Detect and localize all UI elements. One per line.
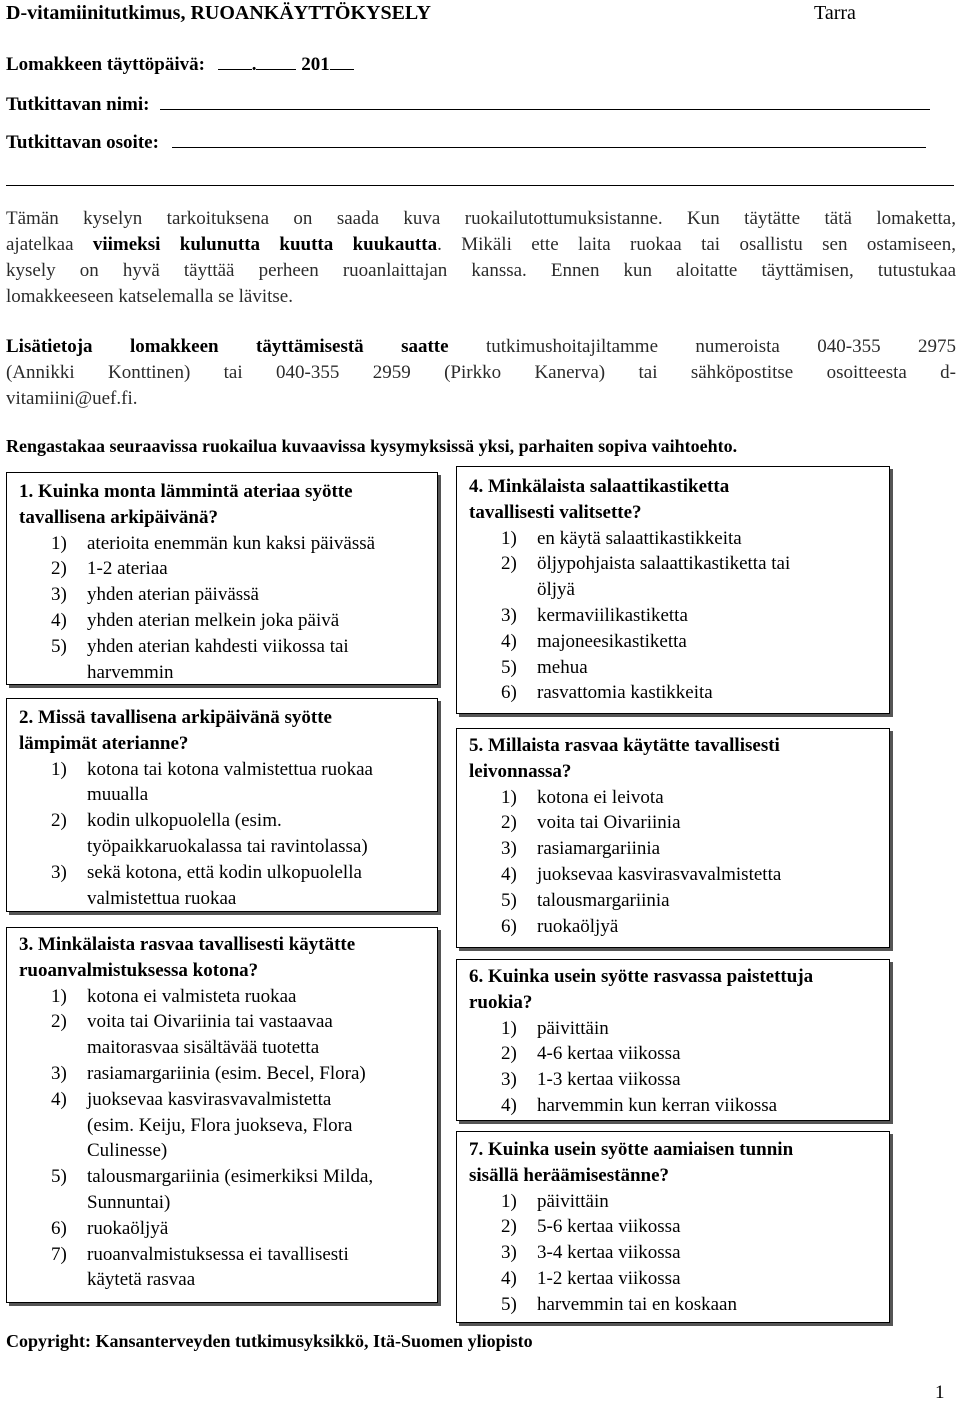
option-label: harvemmin <box>87 661 174 683</box>
answer-option[interactable] <box>19 1087 437 1164</box>
option-label: valmistettua ruokaa <box>87 887 237 909</box>
address-label: Tutkittavan osoite: <box>6 132 159 153</box>
question-heading: tavallisesti valitsette? <box>469 501 642 523</box>
option-number: 3) <box>51 861 67 883</box>
option-label: harvemmin tai en koskaan <box>537 1293 737 1315</box>
address-blank[interactable] <box>172 130 926 148</box>
question-box-1 <box>6 472 438 685</box>
instruction-text: Rengastakaa seuraavissa ruokailua kuvaavissa kysymyksissä yksi, parhaiten sopiva vaihtoehto. <box>6 436 738 456</box>
option-number: 3) <box>51 584 67 606</box>
option-number: 1) <box>51 532 67 554</box>
option-number: 5) <box>501 656 517 678</box>
contact-line <box>6 334 956 360</box>
option-label: 1-2 ateriaa <box>87 558 168 580</box>
answer-option[interactable] <box>469 1041 889 1067</box>
option-label: kotona tai kotona valmistettua ruokaa <box>87 758 373 780</box>
option-number: 2) <box>51 558 67 580</box>
question-heading: 5. Millaista rasvaa käytätte tavallisesti <box>469 735 780 756</box>
question-heading: ruokia? <box>469 991 533 1013</box>
answer-option[interactable] <box>469 836 889 862</box>
answer-option[interactable] <box>19 634 437 686</box>
answer-option[interactable] <box>19 984 437 1010</box>
question-heading: 1. Kuinka monta lämmintä ateriaa syötte <box>19 481 353 502</box>
option-number: 6) <box>51 1217 67 1239</box>
option-label: 4-6 kertaa viikossa <box>537 1043 681 1065</box>
option-number: 5) <box>501 1293 517 1315</box>
name-field-row <box>6 92 930 116</box>
answer-option[interactable] <box>469 1292 889 1318</box>
option-label: työpaikkaruokalassa tai ravintolassa) <box>87 835 368 857</box>
option-number: 1) <box>501 527 517 549</box>
option-label: kermaviilikastiketta <box>537 604 688 626</box>
option-number: 4) <box>501 863 517 885</box>
answer-option[interactable] <box>19 1216 437 1242</box>
date-dot: . <box>251 54 257 75</box>
contact-line: vitamiini@uef.fi. <box>6 388 138 409</box>
answer-option[interactable] <box>19 531 437 557</box>
answer-option[interactable] <box>469 680 889 706</box>
answer-option[interactable] <box>469 603 889 629</box>
option-label: juoksevaa kasvirasvavalmistetta <box>537 863 782 885</box>
option-label: Culinesse) <box>87 1140 168 1162</box>
answer-option[interactable] <box>469 785 889 811</box>
question-box-7 <box>456 1131 890 1323</box>
option-number: 2) <box>51 1011 67 1033</box>
contact-paragraph <box>6 334 956 412</box>
answer-option[interactable] <box>469 1189 889 1215</box>
intro-text: ajatelkaa <box>6 234 93 255</box>
answer-option[interactable] <box>469 1067 889 1093</box>
answer-option[interactable] <box>469 1016 889 1042</box>
option-label: yhden aterian melkein joka päivä <box>87 609 340 631</box>
option-label: käytetä rasvaa <box>87 1269 196 1291</box>
option-number: 5) <box>51 1166 67 1188</box>
option-label: voita tai Oivariinia <box>537 812 681 834</box>
name-blank[interactable] <box>160 92 930 110</box>
question-box-4 <box>456 466 890 714</box>
intro-line: kysely on hyvä täyttää perheen ruoanlaittajan kanssa. Ennen kun aloitatte täyttämisen, tutustukaa <box>6 260 956 281</box>
option-number: 1) <box>501 1190 517 1212</box>
option-number: 2) <box>51 810 67 832</box>
answer-option[interactable] <box>469 551 889 603</box>
option-number: 1) <box>501 786 517 808</box>
date-month-blank[interactable] <box>256 52 296 70</box>
option-label: 1-3 kertaa viikossa <box>537 1069 681 1091</box>
intro-line: Tämän kyselyn tarkoituksena on saada kuva ruokailutottumuksistanne. Kun täytätte tätä lomaketta, <box>6 208 956 229</box>
question-heading: 3. Minkälaista rasvaa tavallisesti käytätte <box>19 934 356 955</box>
option-label: majoneesikastiketta <box>537 630 687 652</box>
contact-line: (Annikki Konttinen) tai 040-355 2959 (Pirkko Kanerva) tai sähköpostitse osoitteesta d- <box>6 362 956 383</box>
date-year-blank[interactable] <box>330 52 354 70</box>
option-number: 1) <box>51 985 67 1007</box>
option-label: yhden aterian kahdesti viikossa tai <box>87 635 349 657</box>
option-label: harvemmin kun kerran viikossa <box>537 1094 778 1116</box>
intro-text: . Mikäli ette laita ruokaa tai osallistu sen ostamiseen, <box>437 234 956 255</box>
answer-option[interactable] <box>469 655 889 681</box>
option-label: voita tai Oivariinia tai vastaavaa <box>87 1011 333 1033</box>
intro-line: lomakkeeseen katselemalla se lävitse. <box>6 286 293 307</box>
title-line <box>6 2 956 28</box>
answer-option[interactable] <box>19 1242 437 1294</box>
question-box-3 <box>6 927 438 1303</box>
option-label: rasvattomia kastikkeita <box>537 682 713 704</box>
address-field-row <box>6 130 926 154</box>
contact-emphasis: Lisätietoja lomakkeen täyttämisestä saatte <box>6 336 449 357</box>
answer-option[interactable] <box>469 629 889 655</box>
question-box-5 <box>456 728 890 948</box>
answer-option[interactable] <box>469 1093 889 1119</box>
option-label: rasiamargariinia (esim. Becel, Flora) <box>87 1062 366 1084</box>
option-label: maitorasvaa sisältävää tuotetta <box>87 1037 320 1059</box>
question-heading: 4. Minkälaista salaattikastiketta <box>469 476 730 497</box>
option-label: ruoanvalmistuksessa ei tavallisesti <box>87 1243 349 1265</box>
answer-option[interactable] <box>469 914 889 940</box>
option-number: 4) <box>51 609 67 631</box>
intro-emphasis: viimeksi kulunutta kuutta kuukautta <box>92 234 438 255</box>
option-number: 4) <box>501 630 517 652</box>
answer-option[interactable] <box>19 582 437 608</box>
option-label: aterioita enemmän kun kaksi päivässä <box>87 532 376 554</box>
question-heading: 6. Kuinka usein syötte rasvassa paistettuja <box>469 966 814 987</box>
address-second-line[interactable] <box>6 185 954 186</box>
option-number: 4) <box>51 1088 67 1110</box>
question-heading: tavallisena arkipäivänä? <box>19 506 218 528</box>
date-year: 201 <box>301 54 330 75</box>
answer-option[interactable] <box>19 1009 437 1061</box>
answer-option[interactable] <box>469 526 889 552</box>
answer-option[interactable] <box>469 1214 889 1240</box>
option-number: 2) <box>501 553 517 575</box>
option-number: 3) <box>51 1062 67 1084</box>
option-label: sekä kotona, että kodin ulkopuolella <box>87 861 362 883</box>
question-heading: leivonnassa? <box>469 760 572 782</box>
answer-option[interactable] <box>19 556 437 582</box>
answer-option[interactable] <box>469 1240 889 1266</box>
date-day-blank[interactable] <box>218 52 252 70</box>
option-label: päivittäin <box>537 1190 609 1212</box>
option-number: 3) <box>501 604 517 626</box>
option-label: (esim. Keiju, Flora juokseva, Flora <box>87 1114 353 1136</box>
option-number: 5) <box>501 889 517 911</box>
option-label: kotona ei leivota <box>537 786 664 808</box>
option-number: 1) <box>501 1017 517 1039</box>
contact-text: tutkimushoitajiltamme numeroista 040-355 2975 <box>448 336 956 357</box>
option-number: 4) <box>501 1094 517 1116</box>
option-number: 2) <box>501 1043 517 1065</box>
date-field-row <box>6 52 354 76</box>
option-number: 3) <box>501 838 517 860</box>
option-label: 3-4 kertaa viikossa <box>537 1242 681 1264</box>
option-number: 2) <box>501 1216 517 1238</box>
option-label: en käytä salaattikastikkeita <box>537 527 742 549</box>
option-label: talousmargariinia <box>537 889 670 911</box>
answer-option[interactable] <box>469 1266 889 1292</box>
option-label: öljypohjaista salaattikastiketta tai <box>537 553 791 575</box>
answer-option[interactable] <box>19 1164 437 1216</box>
option-number: 1) <box>51 758 67 780</box>
page-number: 1 <box>935 1382 945 1403</box>
option-number: 3) <box>501 1242 517 1264</box>
copyright-footer: Copyright: Kansanterveyden tutkimusyksikkö, Itä-Suomen yliopisto <box>6 1331 533 1351</box>
option-label: mehua <box>537 656 588 678</box>
option-label: juoksevaa kasvirasvavalmistetta <box>87 1088 332 1110</box>
answer-option[interactable] <box>469 888 889 914</box>
option-number: 6) <box>501 915 517 937</box>
answer-option[interactable] <box>19 860 437 912</box>
option-label: rasiamargariinia <box>537 838 661 860</box>
option-label: kotona ei valmisteta ruokaa <box>87 985 297 1007</box>
option-label: muualla <box>87 784 149 806</box>
question-box-2 <box>6 698 438 912</box>
option-number: 3) <box>501 1069 517 1091</box>
option-label: öljyä <box>537 579 575 601</box>
option-label: kodin ulkopuolella (esim. <box>87 810 282 832</box>
option-label: talousmargariinia (esimerkiksi Milda, <box>87 1166 374 1188</box>
question-box-6 <box>456 959 890 1121</box>
document-title: D-vitamiinitutkimus, RUOANKÄYTTÖKYSELY <box>6 2 431 24</box>
answer-option[interactable] <box>469 862 889 888</box>
sticker-label: Tarra <box>814 2 856 24</box>
intro-paragraph <box>6 206 956 310</box>
option-number: 7) <box>51 1243 67 1265</box>
question-heading: sisällä heräämisestänne? <box>469 1164 670 1186</box>
answer-option[interactable] <box>19 1061 437 1087</box>
question-heading: 7. Kuinka usein syötte aamiaisen tunnin <box>469 1139 794 1160</box>
question-heading: ruoanvalmistuksessa kotona? <box>19 959 259 981</box>
option-label: Sunnuntai) <box>87 1191 171 1213</box>
answer-option[interactable] <box>19 808 437 860</box>
answer-option[interactable] <box>469 810 889 836</box>
option-number: 6) <box>501 682 517 704</box>
option-label: päivittäin <box>537 1017 609 1039</box>
option-label: ruokaöljyä <box>87 1217 169 1239</box>
answer-option[interactable] <box>19 608 437 634</box>
option-number: 2) <box>501 812 517 834</box>
date-label: Lomakkeen täyttöpäivä: <box>6 54 205 75</box>
intro-line <box>6 232 956 258</box>
option-label: 5-6 kertaa viikossa <box>537 1216 681 1238</box>
option-number: 4) <box>501 1267 517 1289</box>
option-label: ruokaöljyä <box>537 915 619 937</box>
option-label: yhden aterian päivässä <box>87 584 259 606</box>
question-heading: lämpimät aterianne? <box>19 732 189 754</box>
name-label: Tutkittavan nimi: <box>6 94 150 115</box>
question-heading: 2. Missä tavallisena arkipäivänä syötte <box>19 707 332 728</box>
answer-option[interactable] <box>19 757 437 809</box>
option-label: 1-2 kertaa viikossa <box>537 1267 681 1289</box>
option-number: 5) <box>51 635 67 657</box>
